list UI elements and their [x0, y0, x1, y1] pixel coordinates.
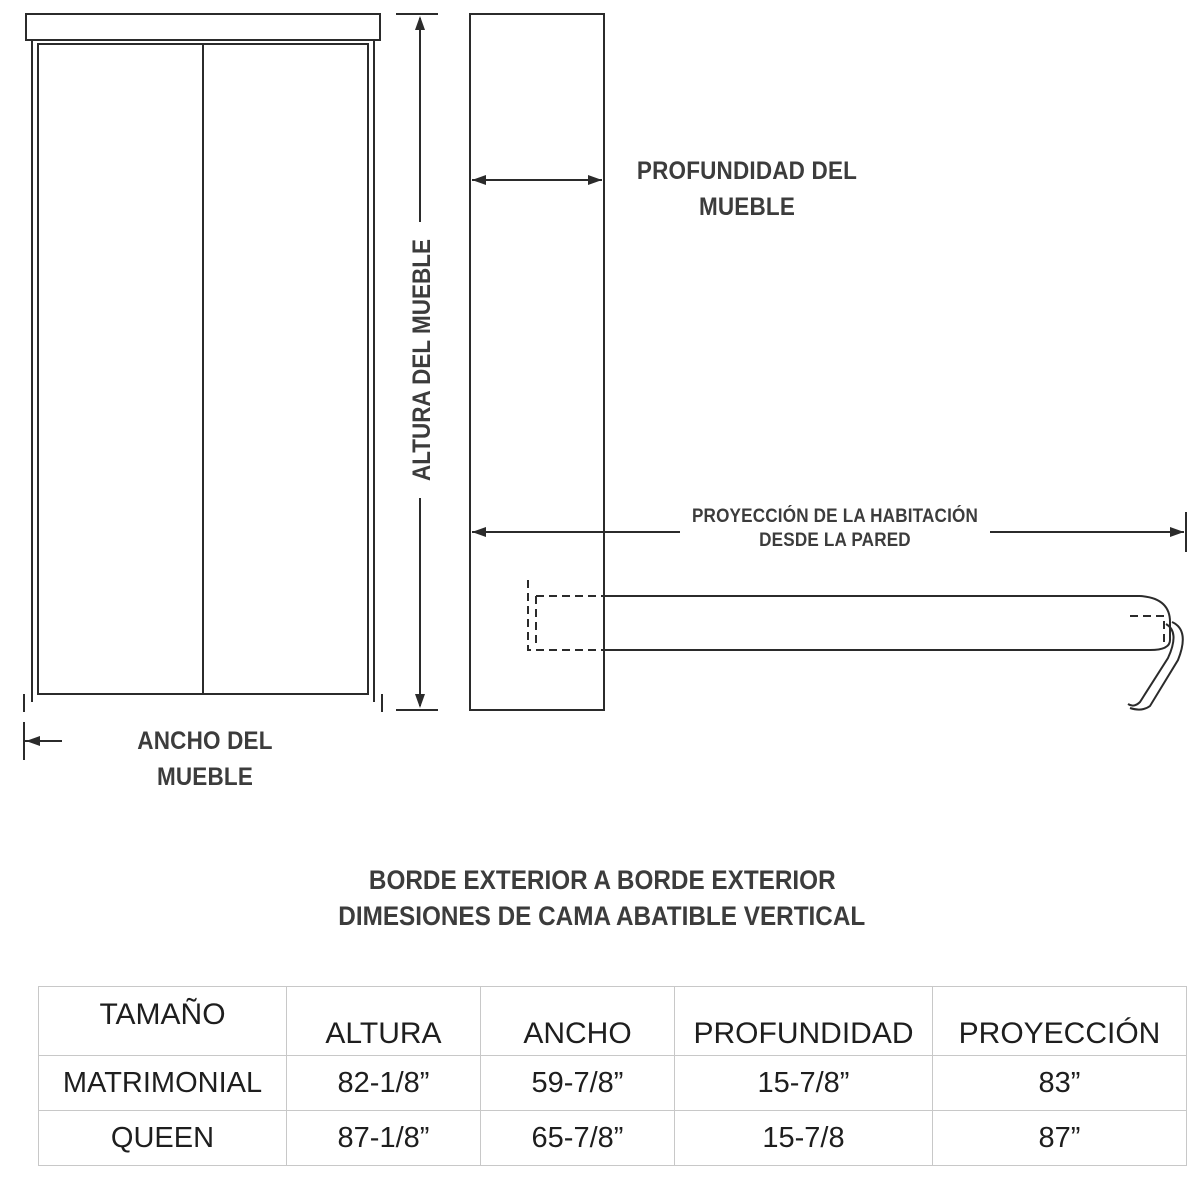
caption-line1: BORDE EXTERIOR A BORDE EXTERIOR — [368, 865, 836, 895]
header-height: ALTURA — [287, 987, 481, 1056]
cell-width: 59-7/8” — [481, 1056, 675, 1111]
cell-height: 87-1/8” — [287, 1111, 481, 1166]
cell-projection: 87” — [933, 1111, 1187, 1166]
depth-label — [626, 153, 869, 225]
header-size: TAMAÑO — [39, 987, 287, 1056]
table-row — [39, 1111, 1187, 1166]
cabinet-front-view — [24, 14, 382, 712]
depth-label-line2: MUEBLE — [698, 193, 796, 221]
header-depth: PROFUNDIDAD — [675, 987, 933, 1056]
height-label: ALTURA DEL MUEBLE — [408, 238, 436, 482]
depth-arrow-right — [588, 175, 602, 185]
table-row — [39, 1056, 1187, 1111]
header-projection: PROYECCIÓN — [933, 987, 1187, 1056]
projection-label-line1: PROYECCIÓN DE LA HABITACIÓN — [691, 506, 979, 527]
cell-projection: 83” — [933, 1056, 1187, 1111]
cell-depth: 15-7/8” — [675, 1056, 933, 1111]
width-arrow-head — [26, 736, 40, 746]
projection-label-line2: DESDE LA PARED — [759, 530, 911, 551]
bed-profile — [604, 596, 1183, 710]
width-label-line2: MUEBLE — [156, 763, 254, 791]
depth-label-line1: PROFUNDIDAD DEL — [636, 157, 858, 185]
projection-label — [678, 505, 993, 553]
depth-arrow-left — [472, 175, 486, 185]
table-header-row — [39, 987, 1187, 1056]
width-label-line1: ANCHO DEL — [137, 727, 273, 755]
cell-depth: 15-7/8 — [675, 1111, 933, 1166]
width-label — [111, 723, 300, 795]
projection-arrow-right — [1170, 527, 1184, 537]
height-arrow-top — [415, 16, 425, 30]
bed-hidden-lines — [528, 580, 1164, 650]
cell-width: 65-7/8” — [481, 1111, 675, 1166]
cell-height: 82-1/8” — [287, 1056, 481, 1111]
dimensions-table — [38, 986, 1187, 1166]
caption-line2: DIMESIONES DE CAMA ABATIBLE VERTICAL — [338, 901, 866, 931]
cabinet-side-view — [470, 14, 604, 710]
header-width: ANCHO — [481, 987, 675, 1056]
cell-size: MATRIMONIAL — [39, 1056, 287, 1111]
projection-arrow-left — [472, 527, 486, 537]
cell-size: QUEEN — [39, 1111, 287, 1166]
height-arrow-bottom — [415, 694, 425, 708]
